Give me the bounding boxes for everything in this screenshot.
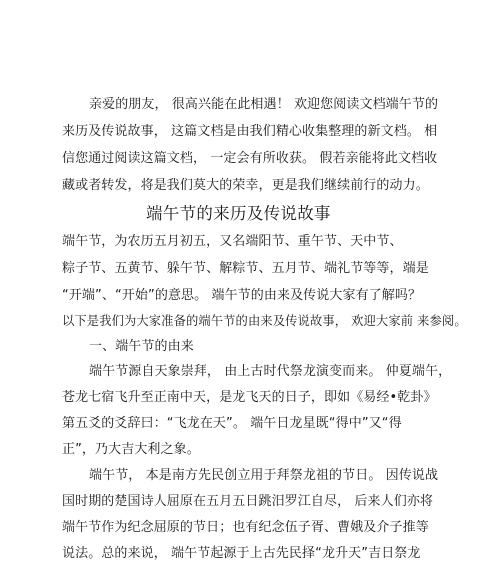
- body-line-2: 粽子节、五黄节、躲午节、解粽节、五月节、端礼节等等，端是: [62, 261, 429, 276]
- intro-line-3: 信您通过阅读这篇文档， 一定会有所收获。 假若亲能将此文档收: [62, 151, 438, 166]
- document-title: 端午节的来历及传说故事: [146, 204, 331, 223]
- body-line-9: 正”，乃大吉大利之象。: [62, 442, 200, 457]
- body-line-6: 端午节源自天象崇拜， 由上古时代祭龙演变而来。 仲夏端午，: [89, 364, 452, 379]
- body-line-12: 端午节作为纪念屈原的节日；也有纪念伍子胥、曹娥及介子推等: [62, 520, 429, 535]
- body-line-11: 国时期的楚国诗人屈原在五月五日跳汨罗江自尽， 后来人们亦将: [62, 494, 434, 509]
- intro-line-1: 亲爱的朋友， 很高兴能在此相遇！ 欢迎您阅读文档端午节的: [89, 97, 439, 112]
- intro-line-2: 来历及传说故事， 这篇文档是由我们精心收集整理的新文档。 相: [62, 124, 438, 139]
- body-line-1: 端午节，为农历五月初五，又名端阳节、重午节、天中节、: [62, 234, 403, 249]
- body-line-4: 以下是我们为大家准备的端午节的由来及传说故事， 欢迎大家前 来参阅。: [62, 314, 467, 328]
- body-line-13: 说法。总的来说， 端午节起源于上古先民择“龙升天”吉日祭龙: [62, 546, 421, 561]
- body-line-7: 苍龙七宿飞升至正南中天，是龙飞天的日子，即如《易经•乾卦》: [62, 390, 437, 405]
- body-line-3: “开端”、“开始”的意思。 端午节的由来及传说大家有了解吗？: [62, 288, 422, 303]
- intro-line-4: 藏或者转发，将是我们莫大的荣幸，更是我们继续前行的动力。: [62, 178, 429, 193]
- body-line-10: 端午节， 本是南方先民创立用于拜祭龙祖的节日。 因传说战: [89, 468, 439, 483]
- body-line-8: 第五爻的爻辞曰：“飞龙在天”。 端午日龙星既“得中”又“得: [62, 416, 402, 431]
- section-heading: 一、端午节的由来: [89, 339, 194, 354]
